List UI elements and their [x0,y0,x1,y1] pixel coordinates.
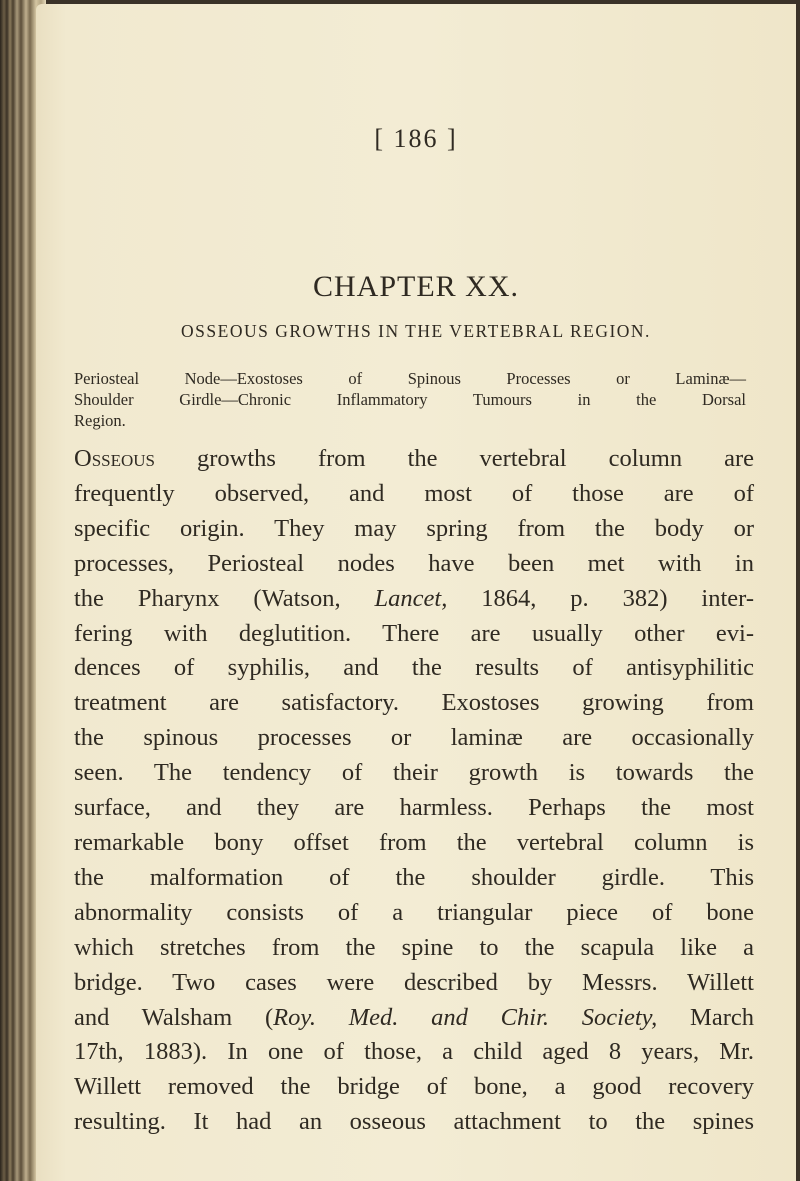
body-line [74,1001,754,1036]
body-line: Willett removed the bridge of bone, a good recovery [74,1073,754,1101]
body-paragraph [74,442,754,1140]
citation-title: Roy. Med. and Chir. Society, [273,1003,658,1031]
body-line: seen. The tendency of their growth is towards the [74,759,754,787]
body-line: surface, and they are harmless. Perhaps the most [74,794,754,822]
body-line-text: and Walsham ( [74,1003,274,1031]
body-line-text: growths from the vertebral column are [155,445,754,472]
body-line: remarkable bony offset from the vertebral column is [74,828,754,856]
body-line: fering with deglutition. There are usually other evi- [74,619,754,647]
body-line: the spinous processes or laminæ are occasionally [74,724,754,752]
page-number: [ 186 ] [374,124,458,153]
body-line: resulting. It had an osseous attachment to the spines [74,1108,754,1136]
chapter-heading: CHAPTER XX. [312,270,519,303]
body-line: the malformation of the shoulder girdle. This [74,863,754,891]
citation-title: Lancet, [374,584,448,612]
body-line: processes, Periosteal nodes have been met with in [74,549,754,577]
body-line: abnormality consists of a triangular piece of bone [74,898,754,926]
body-line: frequently observed, and most of those are of [74,479,754,507]
synopsis-line: Region. [74,411,126,430]
body-line: specific origin. They may spring from the body or [74,514,754,542]
opening-word: Osseous [74,445,155,472]
body-line [74,582,754,617]
body-line-text: March [657,1003,754,1031]
book-page [36,4,796,1181]
chapter-synopsis [74,368,746,431]
body-line-text: the Pharynx (Watson, [74,584,375,612]
body-line: treatment are satisfactory. Exostoses growing from [74,689,754,717]
synopsis-line: Periosteal Node—Exostoses of Spinous Processes or Laminæ— [74,369,746,388]
section-title: OSSEOUS GROWTHS IN THE VERTEBRAL REGION. [181,321,651,341]
body-line: bridge. Two cases were described by Messrs. Willett [74,968,754,996]
synopsis-line: Shoulder Girdle—Chronic Inflammatory Tumours in the Dorsal [74,390,746,409]
body-line-text: 1864, p. 382) inter- [447,584,754,612]
body-line [74,442,754,477]
body-line: dences of syphilis, and the results of antisyphilitic [74,654,754,682]
body-line: 17th, 1883). In one of those, a child aged 8 years, Mr. [74,1038,754,1066]
body-line: which stretches from the spine to the scapula like a [74,933,754,961]
